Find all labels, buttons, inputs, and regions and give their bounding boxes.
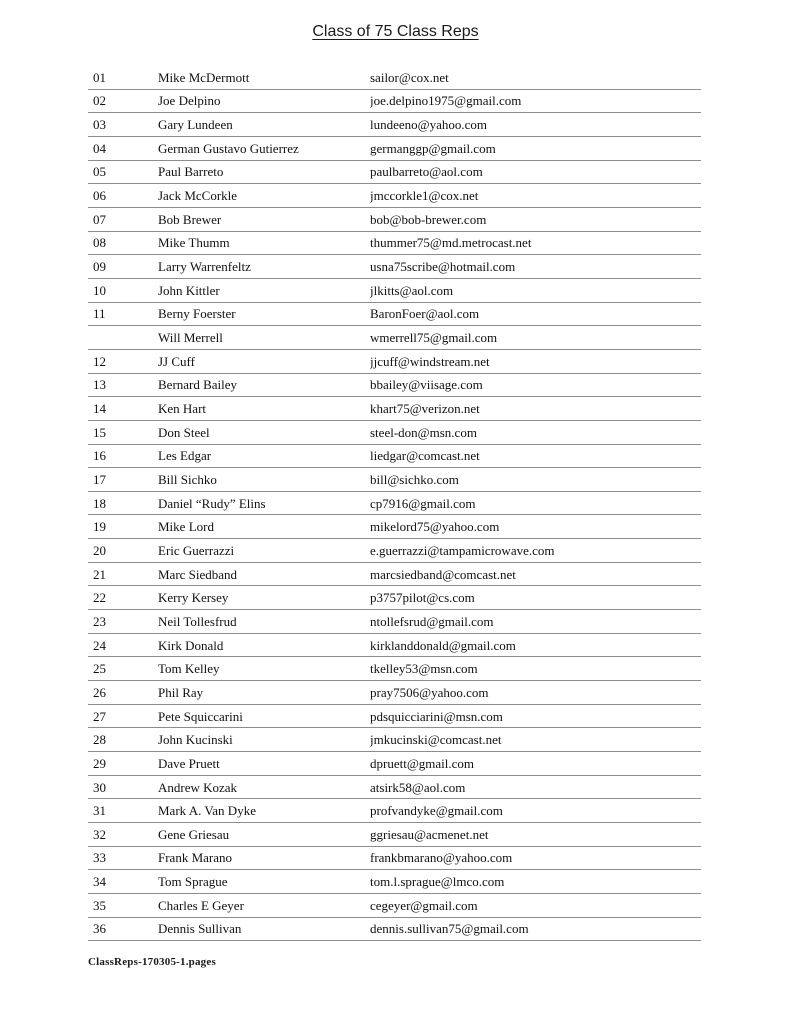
rep-name: Mike Thumm — [158, 235, 230, 251]
rep-name: Charles E Geyer — [158, 897, 244, 913]
rep-number: 18 — [93, 495, 106, 511]
rep-number: 24 — [93, 637, 106, 653]
rep-name: Eric Guerrazzi — [158, 542, 235, 558]
rep-email: mikelord75@yahoo.com — [370, 519, 500, 535]
rep-email: atsirk58@aol.com — [370, 779, 466, 795]
rep-email: usna75scribe@hotmail.com — [370, 259, 516, 275]
rep-name: John Kittler — [158, 282, 220, 298]
rep-number: 15 — [93, 424, 106, 440]
rep-name: Larry Warrenfeltz — [158, 259, 251, 275]
table-row — [88, 279, 701, 303]
table-row — [88, 728, 701, 752]
rep-number: 28 — [93, 732, 106, 748]
rep-name: Frank Marano — [158, 850, 233, 866]
table-row — [88, 374, 701, 398]
rep-email: marcsiedband@comcast.net — [370, 566, 516, 582]
rep-number: 04 — [93, 140, 106, 156]
table-row — [88, 468, 701, 492]
rep-number: 19 — [93, 519, 106, 535]
rep-number: 34 — [93, 874, 106, 890]
table-row — [88, 161, 701, 185]
table-row — [88, 445, 701, 469]
rep-email: jmccorkle1@cox.net — [370, 188, 479, 204]
rep-email: tom.l.sprague@lmco.com — [370, 874, 505, 890]
rep-number: 31 — [93, 803, 106, 819]
table-row — [88, 918, 701, 942]
rep-name: Will Merrell — [158, 330, 223, 346]
table-row — [88, 326, 701, 350]
table-row — [88, 303, 701, 327]
rep-name: Phil Ray — [158, 684, 204, 700]
rep-email: profvandyke@gmail.com — [370, 803, 503, 819]
table-row — [88, 255, 701, 279]
table-row — [88, 350, 701, 374]
rep-email: lundeeno@yahoo.com — [370, 117, 488, 133]
rep-number: 10 — [93, 282, 106, 298]
rep-name: Pete Squiccarini — [158, 708, 243, 724]
page-title: Class of 75 Class Reps — [312, 23, 479, 40]
table-row — [88, 515, 701, 539]
rep-email: khart75@verizon.net — [370, 401, 480, 417]
rep-email: p3757pilot@cs.com — [370, 590, 475, 606]
table-row — [88, 492, 701, 516]
rep-name: Paul Barreto — [158, 164, 224, 180]
rep-email: dennis.sullivan75@gmail.com — [370, 921, 529, 937]
table-row — [88, 681, 701, 705]
rep-name: John Kucinski — [158, 732, 233, 748]
rep-name: Tom Kelley — [158, 661, 220, 677]
rep-email: sailor@cox.net — [370, 69, 449, 85]
rep-email: bob@bob-brewer.com — [370, 211, 487, 227]
rep-number: 06 — [93, 188, 106, 204]
rep-number: 26 — [93, 684, 106, 700]
rep-email: bbailey@viisage.com — [370, 377, 483, 393]
table-row — [88, 90, 701, 114]
rep-number: 33 — [93, 850, 106, 866]
rep-name: Les Edgar — [158, 448, 212, 464]
rep-name: Neil Tollesfrud — [158, 613, 237, 629]
rep-name: Gary Lundeen — [158, 117, 233, 133]
rep-email: germanggp@gmail.com — [370, 140, 496, 156]
rep-name: Tom Sprague — [158, 874, 228, 890]
table-row — [88, 610, 701, 634]
rep-name: Bill Sichko — [158, 471, 217, 487]
rep-number: 08 — [93, 235, 106, 251]
rep-email: pray7506@yahoo.com — [370, 684, 489, 700]
rep-email: pdsquicciarini@msn.com — [370, 708, 503, 724]
rep-email: liedgar@comcast.net — [370, 448, 480, 464]
table-row — [88, 705, 701, 729]
rep-name: Jack McCorkle — [158, 188, 238, 204]
rep-email: paulbarreto@aol.com — [370, 164, 483, 180]
rep-email: cegeyer@gmail.com — [370, 897, 478, 913]
rep-email: ggriesau@acmenet.net — [370, 826, 489, 842]
rep-name: Joe Delpino — [158, 93, 221, 109]
rep-number: 16 — [93, 448, 106, 464]
footer-filename: ClassReps-170305-1.pages — [88, 956, 216, 968]
rep-number: 07 — [93, 211, 106, 227]
table-row — [88, 563, 701, 587]
table-row — [88, 208, 701, 232]
rep-email: bill@sichko.com — [370, 471, 459, 487]
table-row — [88, 586, 701, 610]
rep-number: 09 — [93, 259, 106, 275]
rep-email: jmkucinski@comcast.net — [370, 732, 502, 748]
rep-email: ntollefsrud@gmail.com — [370, 613, 494, 629]
rep-email: jjcuff@windstream.net — [370, 353, 490, 369]
rep-name: Ken Hart — [158, 401, 207, 417]
rep-name: German Gustavo Gutierrez — [158, 140, 299, 156]
table-row — [88, 634, 701, 658]
rep-number: 36 — [93, 921, 106, 937]
table-row — [88, 776, 701, 800]
rep-email: jlkitts@aol.com — [370, 282, 454, 298]
table-row — [88, 137, 701, 161]
rep-email: wmerrell75@gmail.com — [370, 330, 498, 346]
table-row — [88, 184, 701, 208]
rep-number: 05 — [93, 164, 106, 180]
rep-email: e.guerrazzi@tampamicrowave.com — [370, 542, 555, 558]
table-row — [88, 894, 701, 918]
rep-number: 30 — [93, 779, 106, 795]
rep-name: Berny Foerster — [158, 306, 236, 322]
table-row — [88, 752, 701, 776]
rep-name: Marc Siedband — [158, 566, 238, 582]
rep-number: 03 — [93, 117, 106, 133]
rep-email: frankbmarano@yahoo.com — [370, 850, 513, 866]
rep-number: 02 — [93, 93, 106, 109]
rep-name: Mike Lord — [158, 519, 214, 535]
rep-number: 11 — [93, 306, 106, 322]
rep-name: Gene Griesau — [158, 826, 230, 842]
rep-number: 14 — [93, 401, 106, 417]
rep-number: 21 — [93, 566, 106, 582]
rep-name: Bernard Bailey — [158, 377, 238, 393]
table-row — [88, 66, 701, 90]
rep-name: JJ Cuff — [158, 353, 195, 369]
rep-email: thummer75@md.metrocast.net — [370, 235, 532, 251]
table-row — [88, 823, 701, 847]
table-row — [88, 539, 701, 563]
table-row — [88, 113, 701, 137]
rep-email: tkelley53@msn.com — [370, 661, 478, 677]
rep-name: Andrew Kozak — [158, 779, 238, 795]
rep-number: 13 — [93, 377, 106, 393]
rep-number: 17 — [93, 471, 106, 487]
rep-email: BaronFoer@aol.com — [370, 306, 480, 322]
rep-name: Kirk Donald — [158, 637, 224, 653]
reps-table — [88, 66, 701, 941]
table-row — [88, 657, 701, 681]
table-row — [88, 799, 701, 823]
table-row — [88, 870, 701, 894]
rep-name: Dave Pruett — [158, 755, 220, 771]
table-row — [88, 232, 701, 256]
rep-name: Don Steel — [158, 424, 210, 440]
rep-email: cp7916@gmail.com — [370, 495, 476, 511]
rep-number: 25 — [93, 661, 106, 677]
rep-name: Daniel “Rudy” Elins — [158, 495, 266, 511]
rep-number: 20 — [93, 542, 106, 558]
rep-number: 23 — [93, 613, 106, 629]
table-row — [88, 397, 701, 421]
rep-name: Kerry Kersey — [158, 590, 229, 606]
rep-number: 12 — [93, 353, 106, 369]
rep-email: kirklanddonald@gmail.com — [370, 637, 516, 653]
rep-number: 32 — [93, 826, 106, 842]
rep-email: joe.delpino1975@gmail.com — [370, 93, 522, 109]
rep-email: steel-don@msn.com — [370, 424, 477, 440]
rep-number: 22 — [93, 590, 106, 606]
rep-name: Dennis Sullivan — [158, 921, 242, 937]
rep-name: Bob Brewer — [158, 211, 222, 227]
rep-number: 29 — [93, 755, 106, 771]
rep-name: Mike McDermott — [158, 69, 250, 85]
rep-name: Mark A. Van Dyke — [158, 803, 256, 819]
rep-number: 27 — [93, 708, 106, 724]
rep-number: 01 — [93, 69, 106, 85]
rep-number: 35 — [93, 897, 106, 913]
table-row — [88, 847, 701, 871]
table-row — [88, 421, 701, 445]
rep-email: dpruett@gmail.com — [370, 755, 475, 771]
